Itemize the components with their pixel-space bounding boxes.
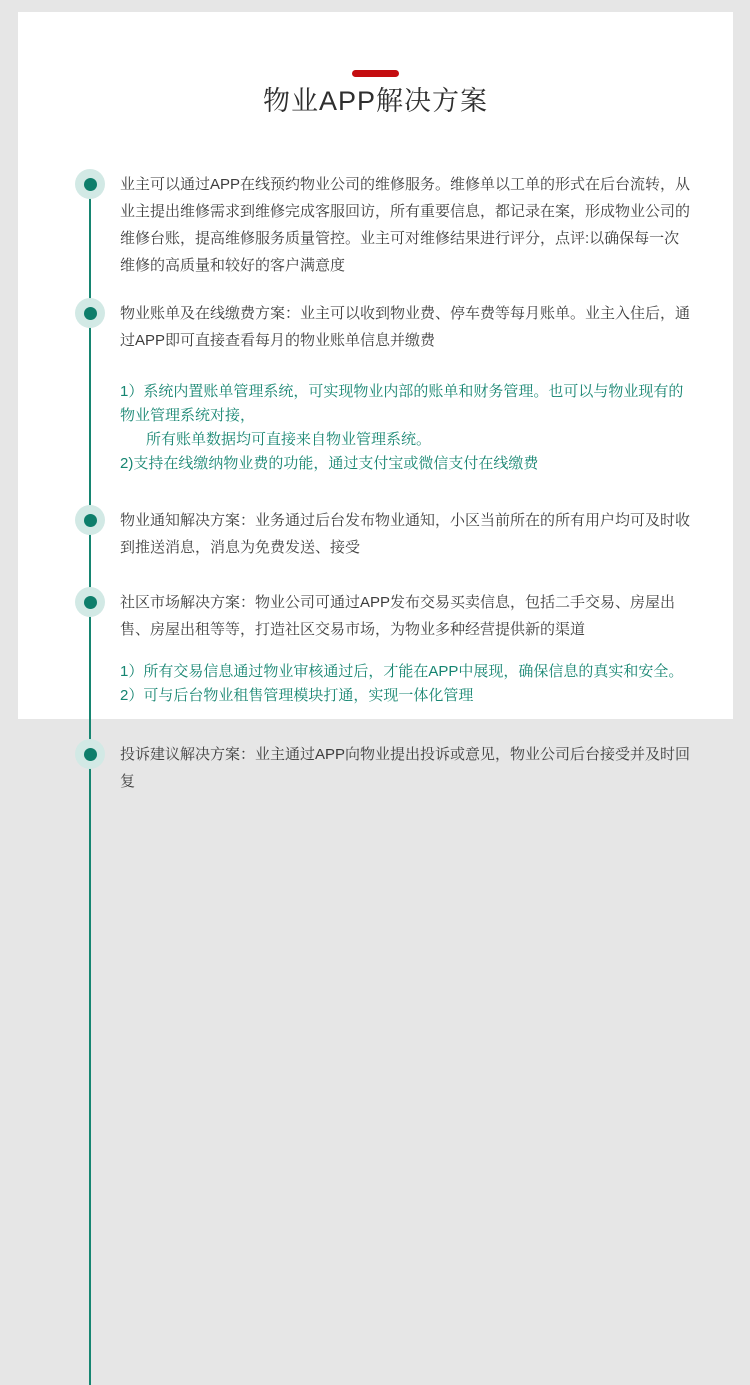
note-line: 2）可与后台物业租售管理模块打通，实现一体化管理 <box>120 687 474 704</box>
note-line: 1）所有交易信息通过物业审核通过后，才能在APP中展现，确保信息的真实和安全。 <box>120 663 684 680</box>
timeline-item-community-market <box>18 589 733 643</box>
note-line: 2)支持在线缴纳物业费的功能，通过支付宝或微信支付在线缴费 <box>120 455 539 472</box>
timeline-dot-inner <box>84 307 97 320</box>
timeline-item-notifications <box>18 507 733 561</box>
timeline-dot-inner <box>84 748 97 761</box>
solution-timeline <box>18 171 733 795</box>
timeline-dot-inner <box>84 514 97 527</box>
timeline-item-text: 物业账单及在线缴费方案：业主可以收到物业费、停车费等每月账单。业主入住后，通过APP即可直接查看每月的物业账单信息并缴费 <box>120 305 691 349</box>
page-title: 物业APP解决方案 <box>262 86 489 116</box>
timeline-item-complaints <box>18 741 733 795</box>
timeline-dot-icon <box>75 298 105 328</box>
note-line: 1）系统内置账单管理系统，可实现物业内部的账单和财务管理。也可以与物业现有的物业管理系统对接， <box>120 383 684 424</box>
timeline-item-billing <box>18 300 733 354</box>
note-line: 所有账单数据均可直接来自物业管理系统。 <box>146 431 432 448</box>
timeline-item-repair-service <box>18 171 733 279</box>
timeline-item-text: 物业通知解决方案：业务通过后台发布物业通知，小区当前所在的所有用户均可及时收到推送消息，消息为免费发送、接受 <box>120 512 691 556</box>
timeline-item-text: 业主可以通过APP在线预约物业公司的维修服务。维修单以工单的形式在后台流转，从业主提出维修需求到维修完成客服回访，所有重要信息，都记录在案，形成物业公司的维修台账，提高维修服务质量管控。业主可对维修结果进行评分，点评:以确保每一次维修的高质量和较好的客户满意度 <box>120 176 691 274</box>
timeline-dot-icon <box>75 587 105 617</box>
timeline-dot-icon <box>75 739 105 769</box>
timeline-note-market-details <box>18 660 733 708</box>
title-accent-bar <box>352 70 399 77</box>
timeline-dot-icon <box>75 505 105 535</box>
timeline-dot-inner <box>84 178 97 191</box>
page-header <box>18 12 733 116</box>
content-card <box>18 12 733 790</box>
timeline-note-billing-details <box>18 380 733 476</box>
timeline-dot-inner <box>84 596 97 609</box>
timeline-item-text: 社区市场解决方案：物业公司可通过APP发布交易买卖信息，包括二手交易、房屋出售、房屋出租等等，打造社区交易市场，为物业多种经营提供新的渠道 <box>120 594 676 638</box>
timeline-item-text: 投诉建议解决方案：业主通过APP向物业提出投诉或意见，物业公司后台接受并及时回复 <box>120 746 691 790</box>
timeline-dot-icon <box>75 169 105 199</box>
